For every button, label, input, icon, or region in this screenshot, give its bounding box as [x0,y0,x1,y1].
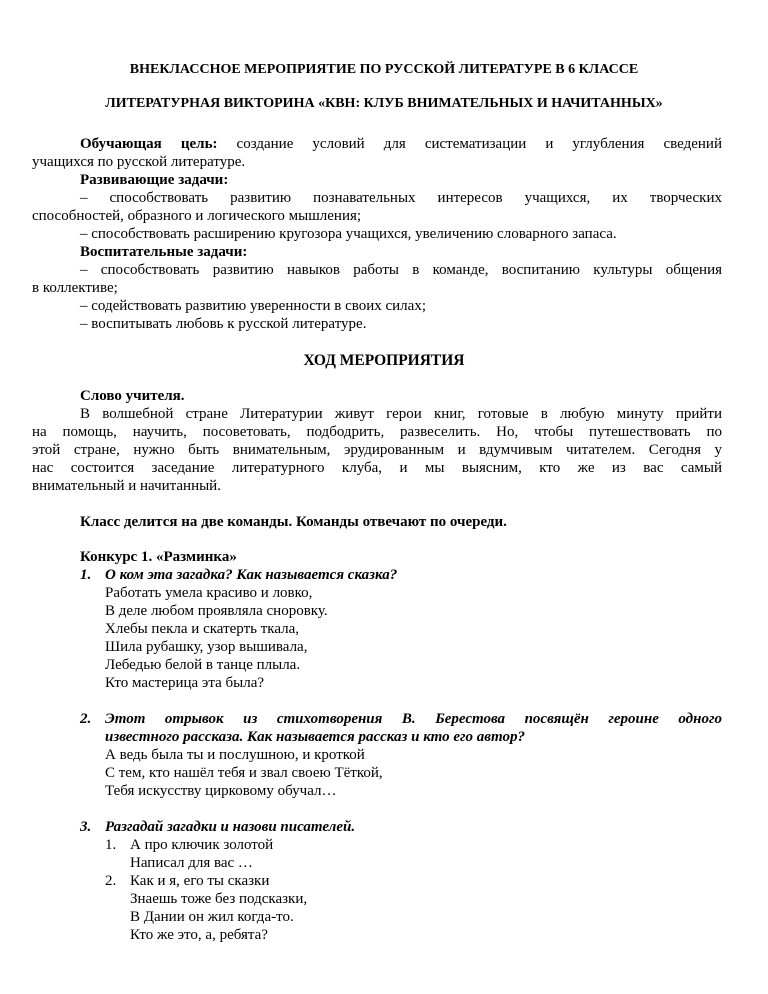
teacher-paragraph-line: этой стране, нужно быть внимательным, эрудированным и вдумчивым читателем. Сегодня у [32,442,722,458]
educational-tasks-label: Воспитательные задачи: [80,244,248,260]
teams-note: Класс делится на две команды. Команды отвечают по очереди. [80,514,507,530]
verse-line: Работать умела красиво и ловко, [105,585,313,601]
verse-line: В деле любом проявляла сноровку. [105,603,328,619]
teaching-goal-text: создание условий для систематизации и углубления сведений [217,136,722,152]
document-subtitle: ЛИТЕРАТУРНАЯ ВИКТОРИНА «КВН: КЛУБ ВНИМАТЕЛЬНЫХ И НАЧИТАННЫХ» [105,96,663,111]
question-number: 1. [80,567,92,583]
riddle-line: А про ключик золотой [130,837,274,853]
developing-task-1: – способствовать развитию познавательных интересов учащихся, их творческих [80,190,722,206]
section-heading: ХОД МЕРОПРИЯТИЯ [303,352,465,369]
verse-line: Кто мастерица эта была? [105,675,265,691]
verse-line: Лебедью белой в танце плыла. [105,657,301,673]
riddle-number: 2. [105,873,117,889]
teacher-paragraph-line: В волшебной стране Литературии живут герои книг, готовые в любую минуту прийти [80,406,722,422]
riddle-line: Написал для вас … [130,855,253,871]
riddle-line: Как и я, его ты сказки [130,873,270,889]
developing-tasks-label: Развивающие задачи: [80,172,229,188]
document-title: ВНЕКЛАССНОЕ МЕРОПРИЯТИЕ ПО РУССКОЙ ЛИТЕРАТУРЕ В 6 КЛАССЕ [129,62,639,77]
riddle-line: В Дании он жил когда-то. [130,909,294,925]
educational-task-3: – воспитывать любовь к русской литературе. [80,316,367,332]
question-number: 3. [80,819,92,835]
teacher-word-label: Слово учителя. [80,388,185,404]
verse-line: А ведь была ты и послушною, и кроткой [105,747,365,763]
educational-task-1-cont: в коллективе; [32,280,118,296]
verse-line: Хлебы пекла и скатерть ткала, [105,621,300,637]
question-1-text: О ком эта загадка? Как называется сказка? [105,567,398,583]
verse-line: Шила рубашку, узор вышивала, [105,639,308,655]
developing-task-2: – способствовать расширению кругозора учащихся, увеличению словарного запаса. [80,226,617,242]
developing-task-1-cont: способностей, образного и логического мышления; [32,208,362,224]
question-3-text: Разгадай загадки и назови писателей. [105,819,356,835]
verse-line: С тем, кто нашёл тебя и звал своею Тёткой, [105,765,383,781]
verse-line: Тебя искусству цирковому обучал… [105,783,337,799]
teacher-paragraph-line: на помощь, научить, посоветовать, подбодрить, развеселить. Но, чтобы путешествовать по [32,424,722,440]
contest-title: Конкурс 1. «Разминка» [80,549,237,565]
riddle-number: 1. [105,837,117,853]
question-2-text-cont: известного рассказа. Как называется рассказ и кто его автор? [105,729,525,745]
teaching-goal-line [80,136,722,154]
teaching-goal-text-cont: учащихся по русской литературе. [32,154,246,170]
teaching-goal-label: Обучающая цель: [80,136,218,152]
educational-task-1: – способствовать развитию навыков работы в команде, воспитанию культуры общения [80,262,722,278]
riddle-line: Знаешь тоже без подсказки, [130,891,308,907]
question-number: 2. [80,711,92,727]
educational-task-2: – содействовать развитию уверенности в своих силах; [80,298,426,314]
riddle-line: Кто же это, а, ребята? [130,927,268,943]
teacher-paragraph-line: нас состоится заседание литературного клуба, и мы выясним, кто же из вас самый [32,460,722,476]
teacher-paragraph-line: внимательный и начитанный. [32,478,221,494]
question-2-text: Этот отрывок из стихотворения В. Берестова посвящён героине одного [105,711,722,727]
